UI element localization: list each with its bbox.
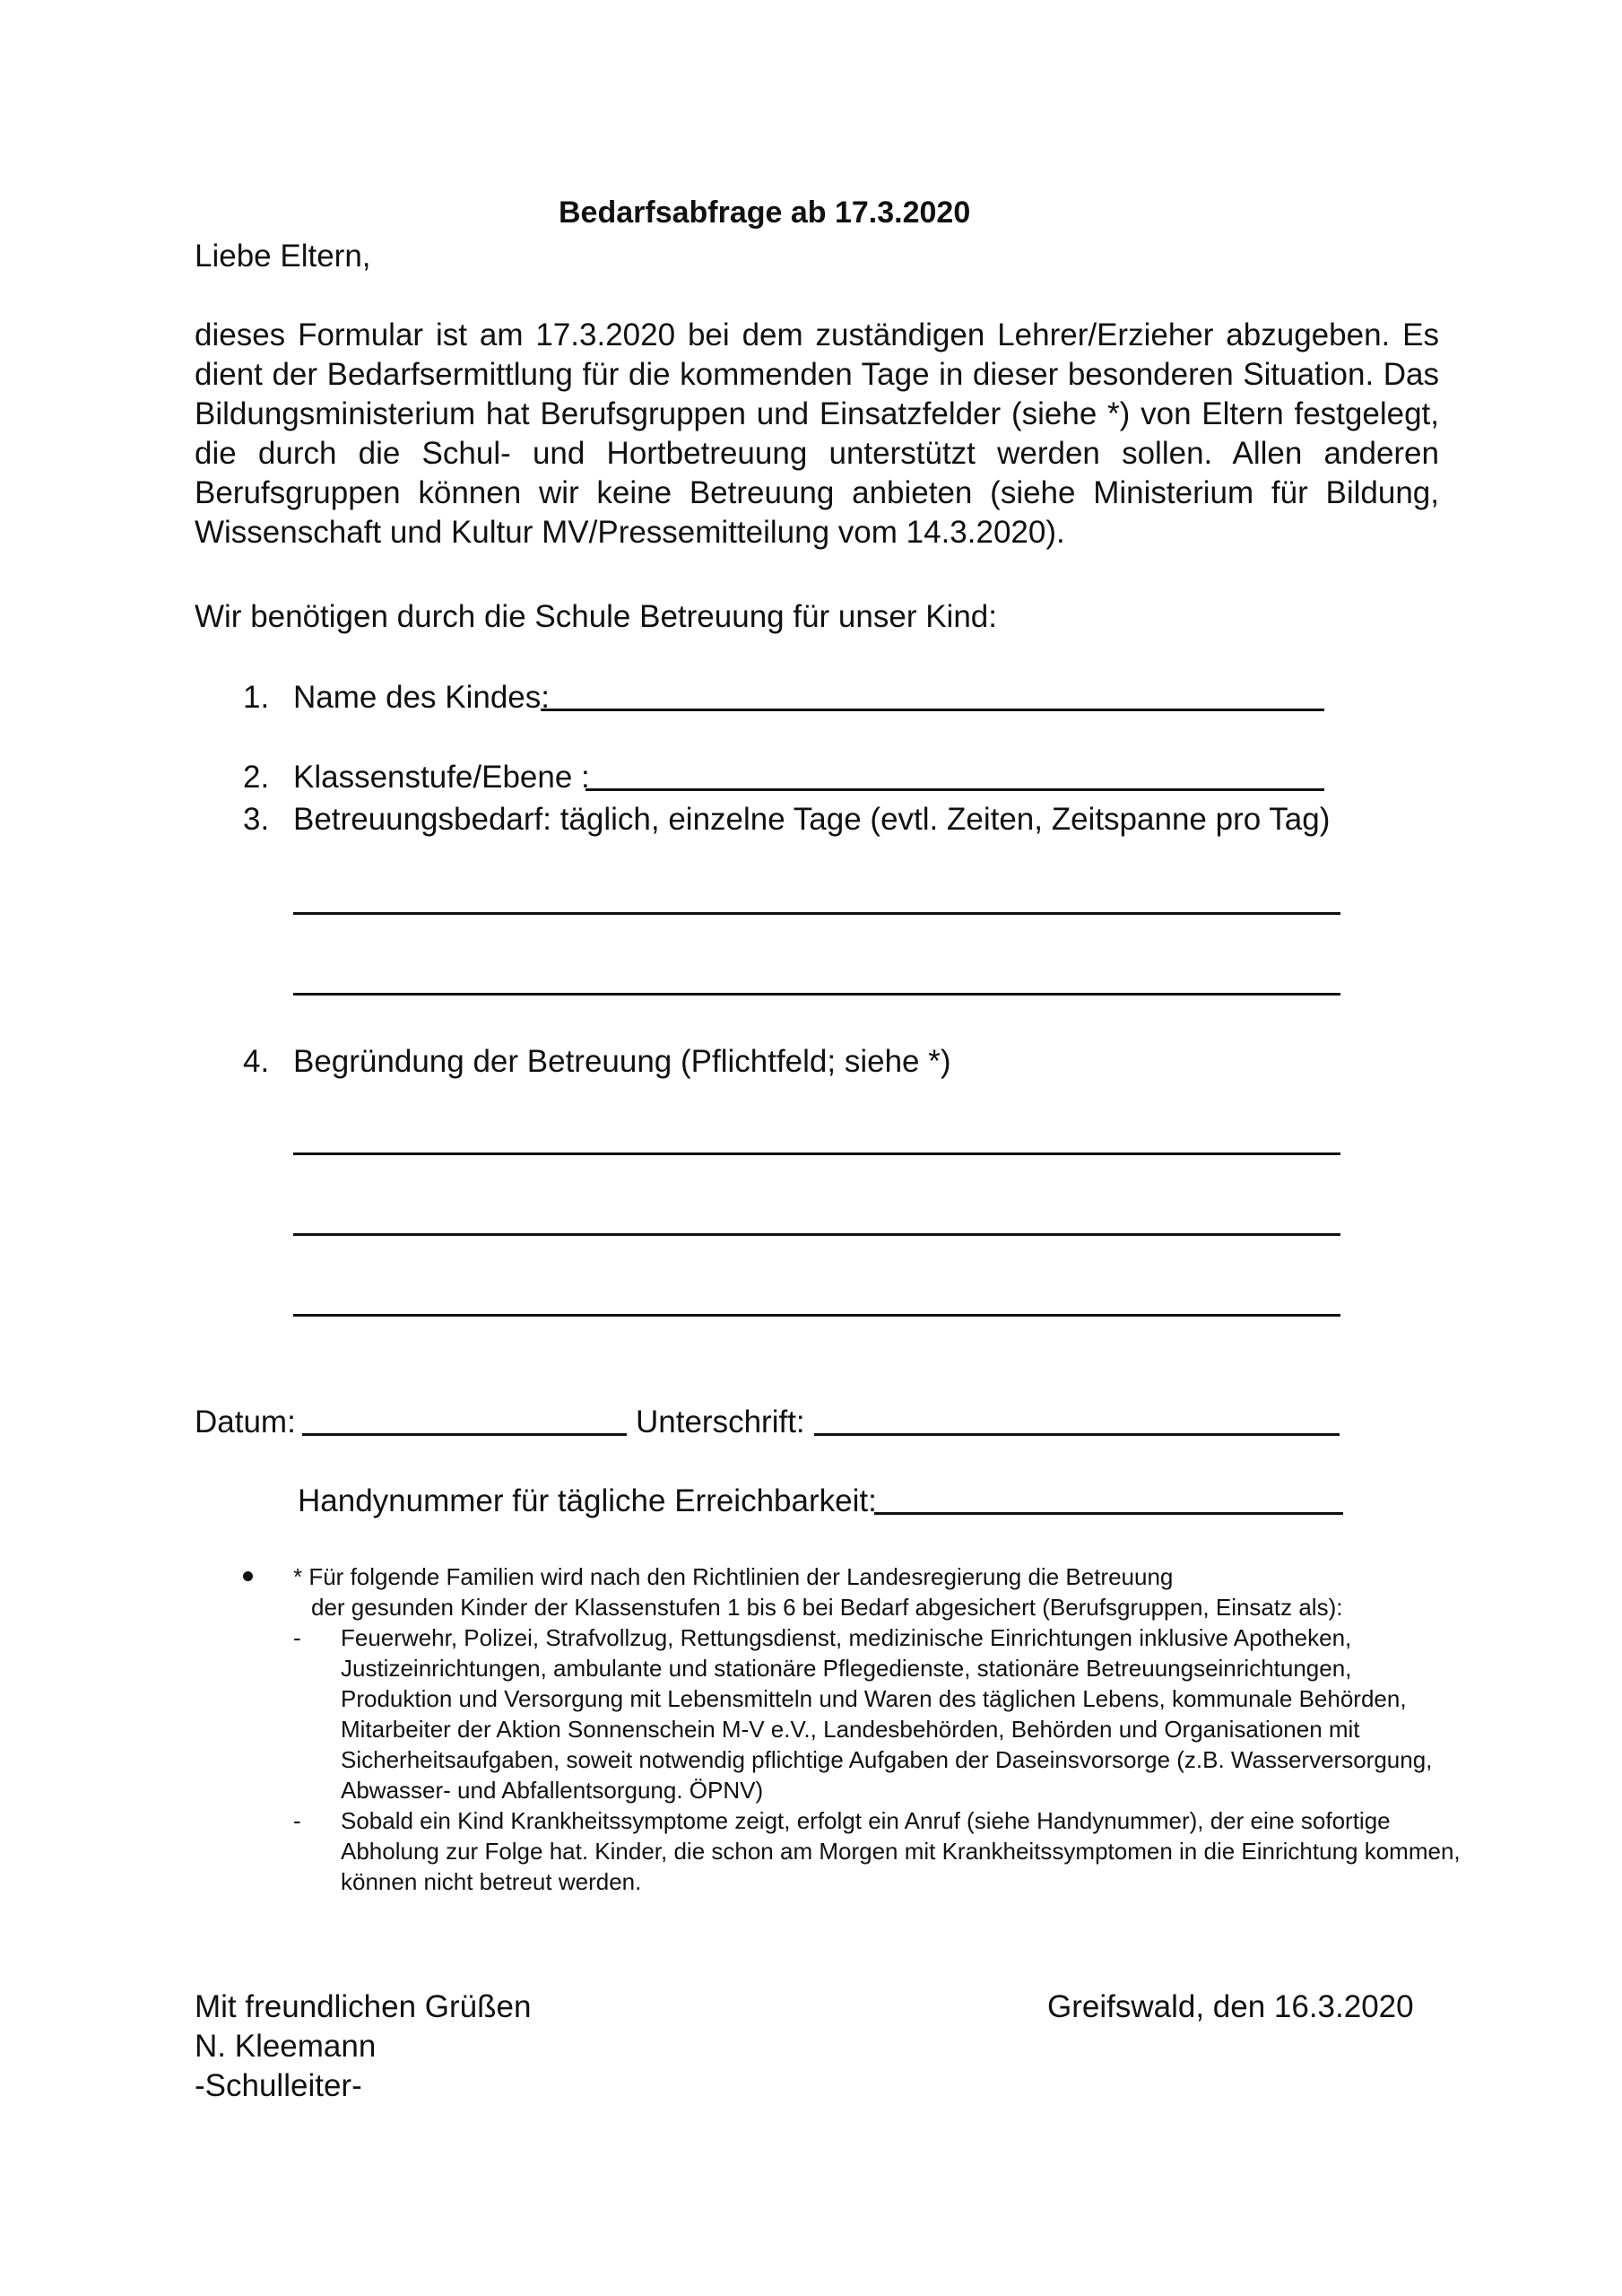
child-name-field[interactable] bbox=[541, 709, 1324, 711]
footnote-sub1-line: Sicherheitsaufgaben, soweit notwendig pflichtige Aufgaben der Daseinsvorsorge (z.B. Wasserversorgung, bbox=[341, 1746, 1433, 1773]
footnote-bullet bbox=[243, 1571, 253, 1581]
care-need-field-line-1[interactable] bbox=[293, 912, 1340, 915]
item-number-2: 2. bbox=[243, 760, 270, 795]
item-label-child-name: Name des Kindes: bbox=[293, 680, 550, 715]
closing-salutation: Mit freundlichen Grüßen bbox=[195, 1989, 532, 2024]
footnote-dash-1: - bbox=[293, 1624, 301, 1651]
justification-field-line-1[interactable] bbox=[293, 1152, 1340, 1155]
footnote-sub2-line: Sobald ein Kind Krankheitssymptome zeigt, erfolgt ein Anruf (siehe Handynummer), der eine sofortige bbox=[341, 1807, 1391, 1834]
justification-field-line-3[interactable] bbox=[293, 1314, 1340, 1317]
phone-label: Handynummer für tägliche Erreichbarkeit: bbox=[298, 1483, 877, 1518]
footnote-line-2: der gesunden Kinder der Klassenstufen 1 bis 6 bei Bedarf abgesichert (Berufsgruppen, Einsatz als): bbox=[311, 1594, 1343, 1621]
signer-name: N. Kleemann bbox=[195, 2029, 377, 2064]
item-number-3: 3. bbox=[243, 802, 270, 837]
item-label-class-level: Klassenstufe/Ebene : bbox=[293, 760, 590, 795]
item-number-4: 4. bbox=[243, 1044, 270, 1079]
intro-paragraph: dieses Formular ist am 17.3.2020 bei dem zuständigen Lehrer/Erzieher abzugeben. Es dient der Bedarfsermittlung für die kommenden Tage in dieser besonderen Situation. Das Bildungsministerium hat Berufsgruppen und Einsatzfelder (siehe *) von Eltern festgelegt, die durch die Schul- und Hortbetreuung unterstützt werden sollen. Allen anderen Berufsgruppen können wir keine Betreuung anbieten (siehe Ministerium für Bildung, Wissenschaft und Kultur MV/Pressemitteilung vom 14.3.2020). bbox=[195, 317, 1439, 550]
footnote-sub1-line: Feuerwehr, Polizei, Strafvollzug, Rettungsdienst, medizinische Einrichtungen inklusive Apotheken, bbox=[341, 1624, 1352, 1651]
care-need-field-line-2[interactable] bbox=[293, 993, 1340, 996]
footnote-sub2-line: Abholung zur Folge hat. Kinder, die schon am Morgen mit Krankheitssymptomen in die Einrichtung kommen, bbox=[341, 1838, 1461, 1865]
place-date: Greifswald, den 16.3.2020 bbox=[1047, 1989, 1414, 2024]
date-field[interactable] bbox=[302, 1433, 627, 1436]
item-number-1: 1. bbox=[243, 680, 270, 715]
document-title: Bedarfsabfrage ab 17.3.2020 bbox=[559, 196, 971, 230]
class-level-field[interactable] bbox=[585, 788, 1324, 791]
footnote-sub1-line: Abwasser- und Abfallentsorgung. ÖPNV) bbox=[341, 1777, 764, 1804]
footnote-sub1-line: Justizeinrichtungen, ambulante und stationäre Pflegedienste, stationäre Betreuungseinrichtungen, bbox=[341, 1655, 1352, 1682]
justification-field-line-2[interactable] bbox=[293, 1233, 1340, 1236]
footnote-dash-2: - bbox=[293, 1807, 301, 1834]
item-label-justification: Begründung der Betreuung (Pflichtfeld; siehe *) bbox=[293, 1044, 951, 1079]
item-label-care-need: Betreuungsbedarf: täglich, einzelne Tage (evtl. Zeiten, Zeitspanne pro Tag) bbox=[293, 802, 1331, 837]
signature-field[interactable] bbox=[814, 1433, 1340, 1436]
footnote-sub2-line: können nicht betreut werden. bbox=[341, 1868, 642, 1895]
request-intro: Wir benötigen durch die Schule Betreuung für unser Kind: bbox=[195, 599, 997, 634]
footnote-line-1: * Für folgende Familien wird nach den Richtlinien der Landesregierung die Betreuung bbox=[293, 1563, 1174, 1590]
phone-field[interactable] bbox=[874, 1512, 1343, 1515]
date-label: Datum: bbox=[195, 1405, 296, 1439]
footnote-sub1-line: Produktion und Versorgung mit Lebensmitteln und Waren des täglichen Lebens, kommunale Behörden, bbox=[341, 1685, 1407, 1712]
greeting: Liebe Eltern, bbox=[195, 239, 371, 274]
signer-role: -Schulleiter- bbox=[195, 2068, 362, 2103]
footnote-sub1-line: Mitarbeiter der Aktion Sonnenschein M-V e.V., Landesbehörden, Behörden und Organisationen mit bbox=[341, 1716, 1360, 1743]
signature-label: Unterschrift: bbox=[636, 1405, 805, 1439]
